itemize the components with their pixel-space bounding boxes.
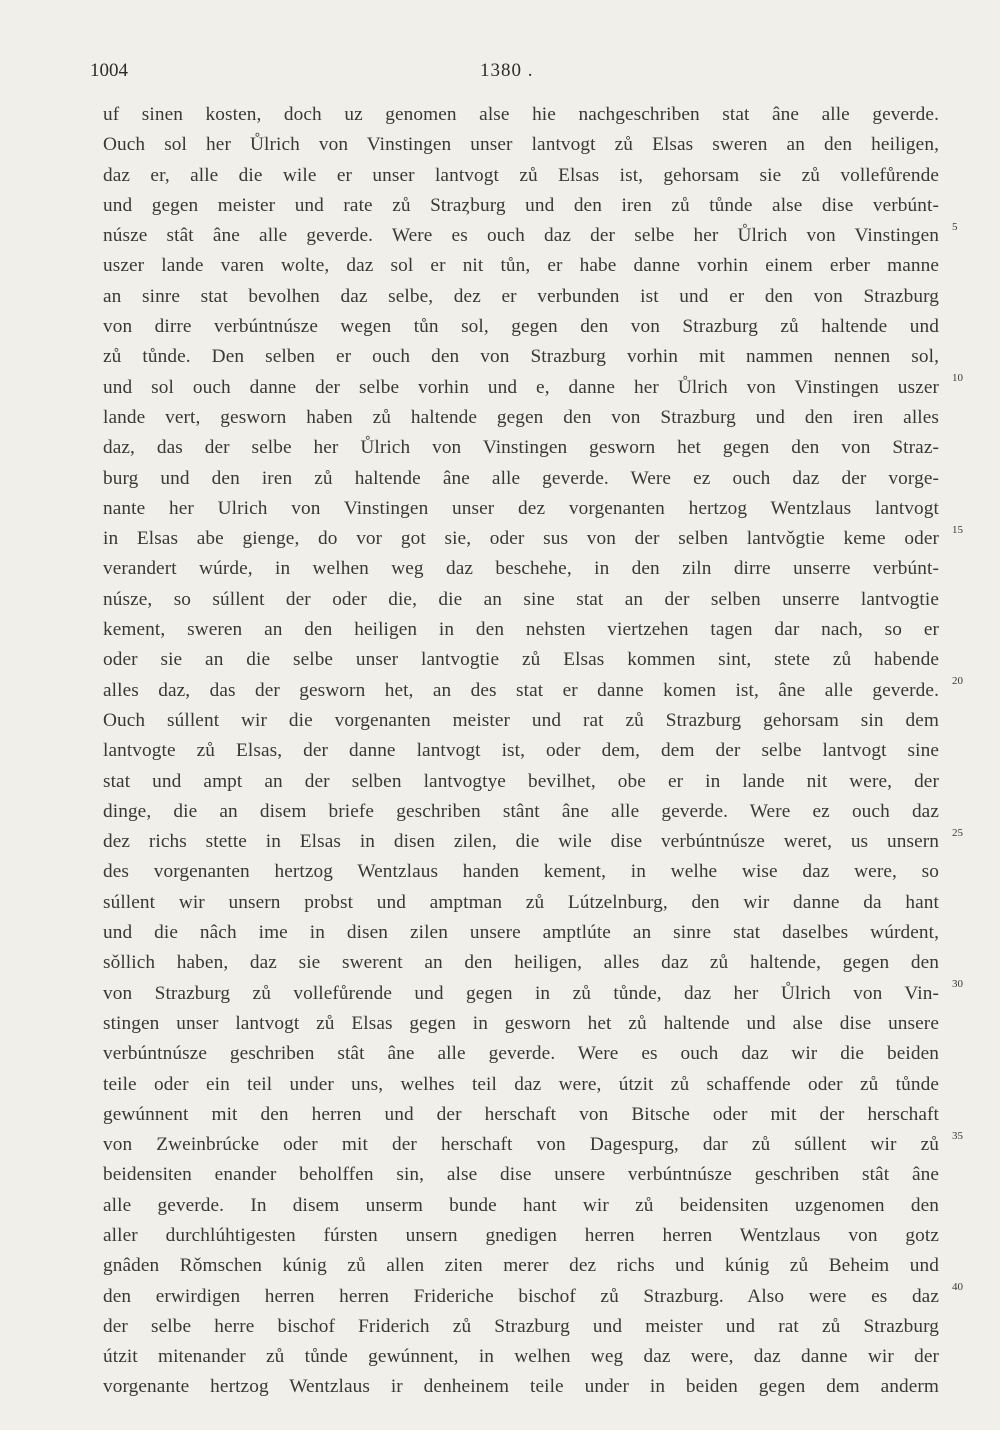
text-line: verbúntnúsze geschriben stât âne alle geverde. Were es ouch daz wir die beiden: [103, 1043, 939, 1065]
text-line: stat und ampt an der selben lantvogtye bevilhet, obe er in lande nit were, der: [103, 770, 939, 792]
text-line: kement, sweren an den heiligen in den nehsten viertzehen tagen dar nach, so er: [103, 619, 939, 641]
text-line: und gegen meister und rate zů Straȥburg und den iren zů tůnde alse dise verbúnt-: [103, 194, 939, 216]
text-line: und die nâch ime in disen zilen unsere amptlúte an sinre stat daselbes wúrdent,: [103, 922, 939, 944]
text-line: in Elsas abe gienge, do vor got sie, oder sus von der selben lantvǒgtie keme oder: [103, 528, 939, 550]
text-line: an sinre stat bevolhen daz selbe, dez er verbunden ist und er den von Strazburg: [103, 285, 939, 307]
text-line: núsze, so súllent der oder die, die an sine stat an der selben unserre lantvogtie: [103, 588, 939, 610]
text-line: súllent wir unsern probst und amptman zů Lútzelnburg, den wir danne da hant: [103, 891, 939, 913]
page-year-heading: 1380 .: [480, 60, 534, 81]
line-number: 5: [952, 221, 958, 233]
text-line: Ouch súllent wir die vorgenanten meister und rat zů Strazburg gehorsam sin dem: [103, 709, 939, 731]
line-number: 40: [952, 1281, 963, 1293]
text-line: stingen unser lantvogt zů Elsas gegen in gesworn het zů haltende und alse dise unsere: [103, 1012, 939, 1034]
text-line: burg und den iren zů haltende âne alle geverde. Were ez ouch daz der vorge-: [103, 467, 939, 489]
text-line: gnâden Rǒmschen kúnig zů allen ziten merer dez richs und kúnig zů Beheim und: [103, 1255, 939, 1277]
text-line: dinge, die an disem briefe geschriben stânt âne alle geverde. Were ez ouch daz: [103, 800, 939, 822]
text-line: sǒllich haben, daz sie swerent an den heiligen, alles daz zů haltende, gegen den: [103, 952, 939, 974]
text-line: teile oder ein teil under uns, welhes teil daz were, útzit zů schaffende oder zů tůnde: [103, 1073, 939, 1095]
text-line: des vorgenanten hertzog Wentzlaus handen kement, in welhe wise daz were, so: [103, 861, 939, 883]
text-line: dez richs stette in Elsas in disen zilen, die wile dise verbúntnúsze weret, us unsern: [103, 831, 939, 853]
text-line: den erwirdigen herren herren Friderichе bischof zů Strazburg. Also were es daz: [103, 1285, 939, 1307]
text-line: núsze stât âne alle geverde. Were es ouch daz der selbe her Ůlrich von Vinstingen: [103, 225, 939, 247]
text-line: vorgenante hertzog Wentzlaus ir denheinem teile under in beiden gegen dem anderm: [103, 1376, 939, 1398]
text-line: nante her Ulrich von Vinstingen unser dez vorgenanten hertzog Wentzlaus lantvogt: [103, 497, 939, 519]
text-line: daz er, alle die wile er unser lantvogt zů Elsas ist, gehorsam sie zů vollefůrende: [103, 164, 939, 186]
line-number: 30: [952, 978, 963, 990]
line-number: 35: [952, 1130, 963, 1142]
text-line: von Zweinbrúcke oder mit der herschaft von Dagespurg, dar zů súllent wir zů: [103, 1134, 939, 1156]
line-number: 25: [952, 827, 963, 839]
line-number: 10: [952, 372, 963, 384]
page-number: 1004: [90, 60, 128, 81]
text-line: alle geverde. In disem unserm bunde hant wir zů beidensiten uzgenomen den: [103, 1194, 939, 1216]
page-header: [0, 60, 1000, 90]
text-line: aller durchlúhtigesten fúrsten unsern gnedigen herren herren Wentzlaus von gotz: [103, 1224, 939, 1246]
line-number: 15: [952, 524, 963, 536]
text-line: uf sinen kosten, doch uz genomen alse hie nachgeschriben stat âne alle geverde.: [103, 104, 939, 125]
text-line: uszer lande varen wolte, daz sol er nit tůn, er habe danne vorhin einem erber manne: [103, 255, 939, 277]
text-line: alles daz, das der gesworn het, an des stat er danne komen ist, âne alle geverde.: [103, 679, 939, 701]
text-line: lantvogte zů Elsas, der danne lantvogt ist, oder dem, dem der selbe lantvogt sine: [103, 740, 939, 762]
text-line: gewúnnent mit den herren und der herschaft von Bitsche oder mit der herschaft: [103, 1103, 939, 1125]
text-line: Ouch sol her Ůlrich von Vinstingen unser lantvogt zů Elsas sweren an den heiligen,: [103, 134, 939, 156]
text-line: zů tůnde. Den selben er ouch den von Strazburg vorhin mit nammen nennen sol,: [103, 346, 939, 368]
text-line: oder sie an die selbe unser lantvogtie zů Elsas kommen sint, stete zů habende: [103, 649, 939, 671]
text-line: útzit mitenander zů tůnde gewúnnent, in welhen weg daz were, daz danne wir der: [103, 1346, 939, 1368]
text-line: und sol ouch danne der selbe vorhin und e, danne her Ůlrich von Vinstingen uszer: [103, 376, 939, 398]
text-line: daz, das der selbe her Ůlrich von Vinstingen gesworn het gegen den von Straz-: [103, 437, 939, 459]
text-line: der selbe herre bischof Friderich zů Strazburg und meister und rat zů Strazburg: [103, 1315, 939, 1337]
text-line: verandert wúrde, in welhen weg daz beschehe, in den ziln dirre unserre verbúnt-: [103, 558, 939, 580]
document-body: [103, 100, 939, 1403]
text-line: von Strazburg zů vollefůrende und gegen in zů tůnde, daz her Ůlrich von Vin-: [103, 982, 939, 1004]
text-line: beidensiten enander beholffen sin, alse dise unsere verbúntnúsze geschriben stât âne: [103, 1164, 939, 1186]
text-line: lande vert, gesworn haben zů haltende gegen den von Strazburg und den iren alles: [103, 406, 939, 428]
line-number: 20: [952, 675, 963, 687]
text-line: von dirre verbúntnúsze wegen tůn sol, gegen den von Strazburg zů haltende und: [103, 316, 939, 338]
